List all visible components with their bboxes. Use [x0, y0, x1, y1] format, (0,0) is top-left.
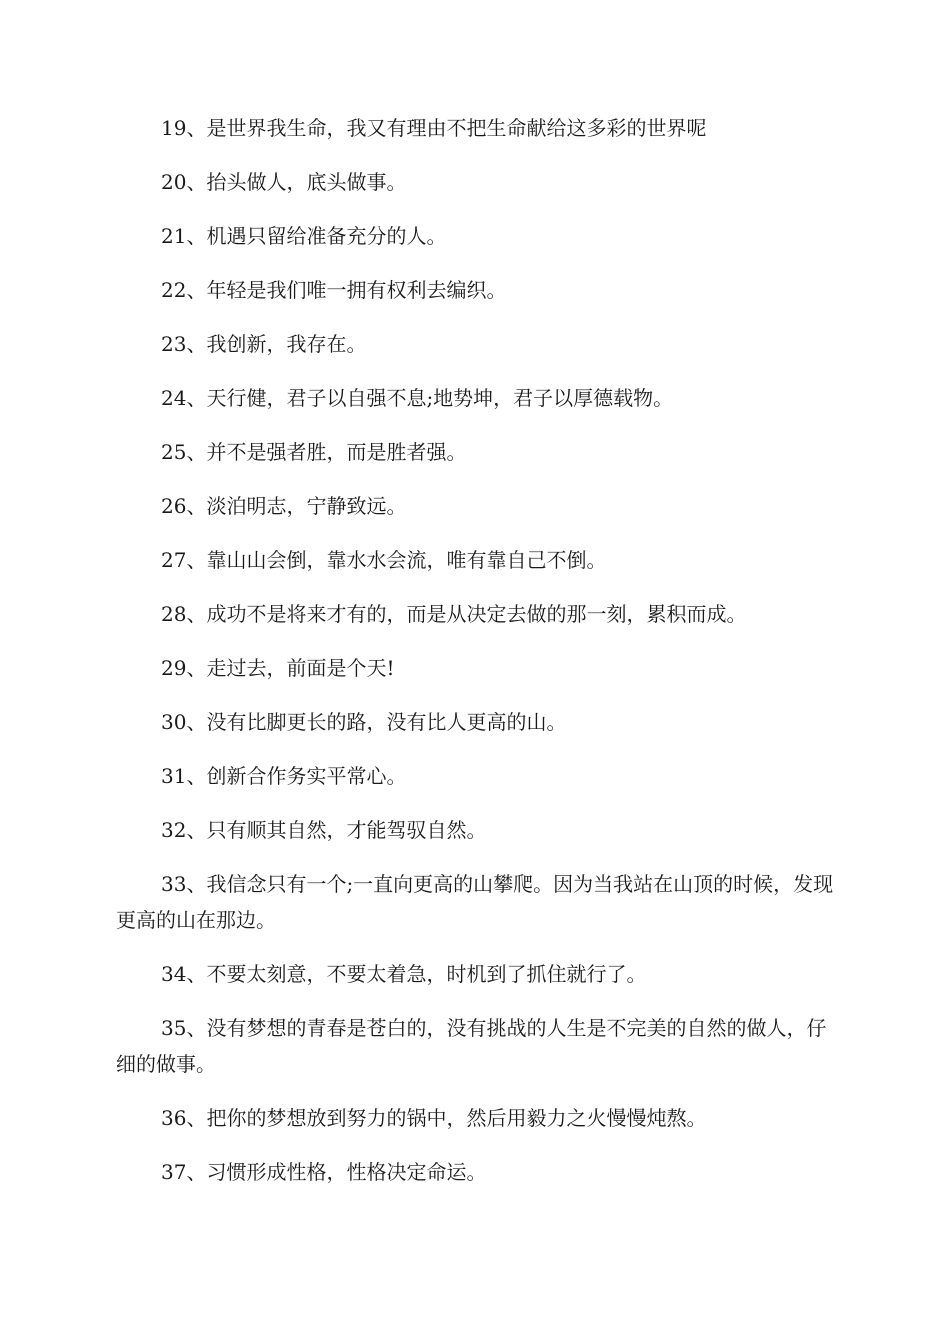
paragraph-37: 37、习惯形成性格，性格决定命运。 — [161, 1160, 487, 1184]
paragraph-30: 30、没有比脚更长的路，没有比人更高的山。 — [161, 710, 567, 734]
paragraph-33: 33、我信念只有一个;一直向更高的山攀爬。因为当我站在山顶的时候，发现更高的山在那边。 — [116, 872, 834, 932]
paragraph-20: 20、抬头做人，底头做事。 — [161, 170, 407, 194]
paragraph-29: 29、走过去，前面是个天! — [161, 656, 395, 680]
paragraph-26: 26、淡泊明志，宁静致远。 — [161, 494, 407, 518]
paragraph-19: 19、是世界我生命，我又有理由不把生命献给这多彩的世界呢 — [161, 116, 707, 140]
paragraph-27: 27、靠山山会倒，靠水水会流，唯有靠自己不倒。 — [161, 548, 607, 572]
paragraph-23: 23、我创新，我存在。 — [161, 332, 367, 356]
paragraph-31: 31、创新合作务实平常心。 — [161, 764, 407, 788]
paragraph-28: 28、成功不是将来才有的，而是从决定去做的那一刻，累积而成。 — [161, 602, 747, 626]
paragraph-36: 36、把你的梦想放到努力的锅中，然后用毅力之火慢慢炖熬。 — [161, 1106, 707, 1130]
paragraph-24: 24、天行健，君子以自强不息;地势坤，君子以厚德载物。 — [161, 386, 674, 410]
paragraph-22: 22、年轻是我们唯一拥有权利去编织。 — [161, 278, 507, 302]
paragraph-21: 21、机遇只留给准备充分的人。 — [161, 224, 447, 248]
paragraph-34: 34、不要太刻意，不要太着急，时机到了抓住就行了。 — [161, 962, 647, 986]
document-body — [116, 110, 836, 1208]
paragraph-35: 35、没有梦想的青春是苍白的，没有挑战的人生是不完美的自然的做人，仔细的做事。 — [116, 1016, 827, 1076]
paragraph-32: 32、只有顺其自然，才能驾驭自然。 — [161, 818, 487, 842]
paragraph-25: 25、并不是强者胜，而是胜者强。 — [161, 440, 467, 464]
